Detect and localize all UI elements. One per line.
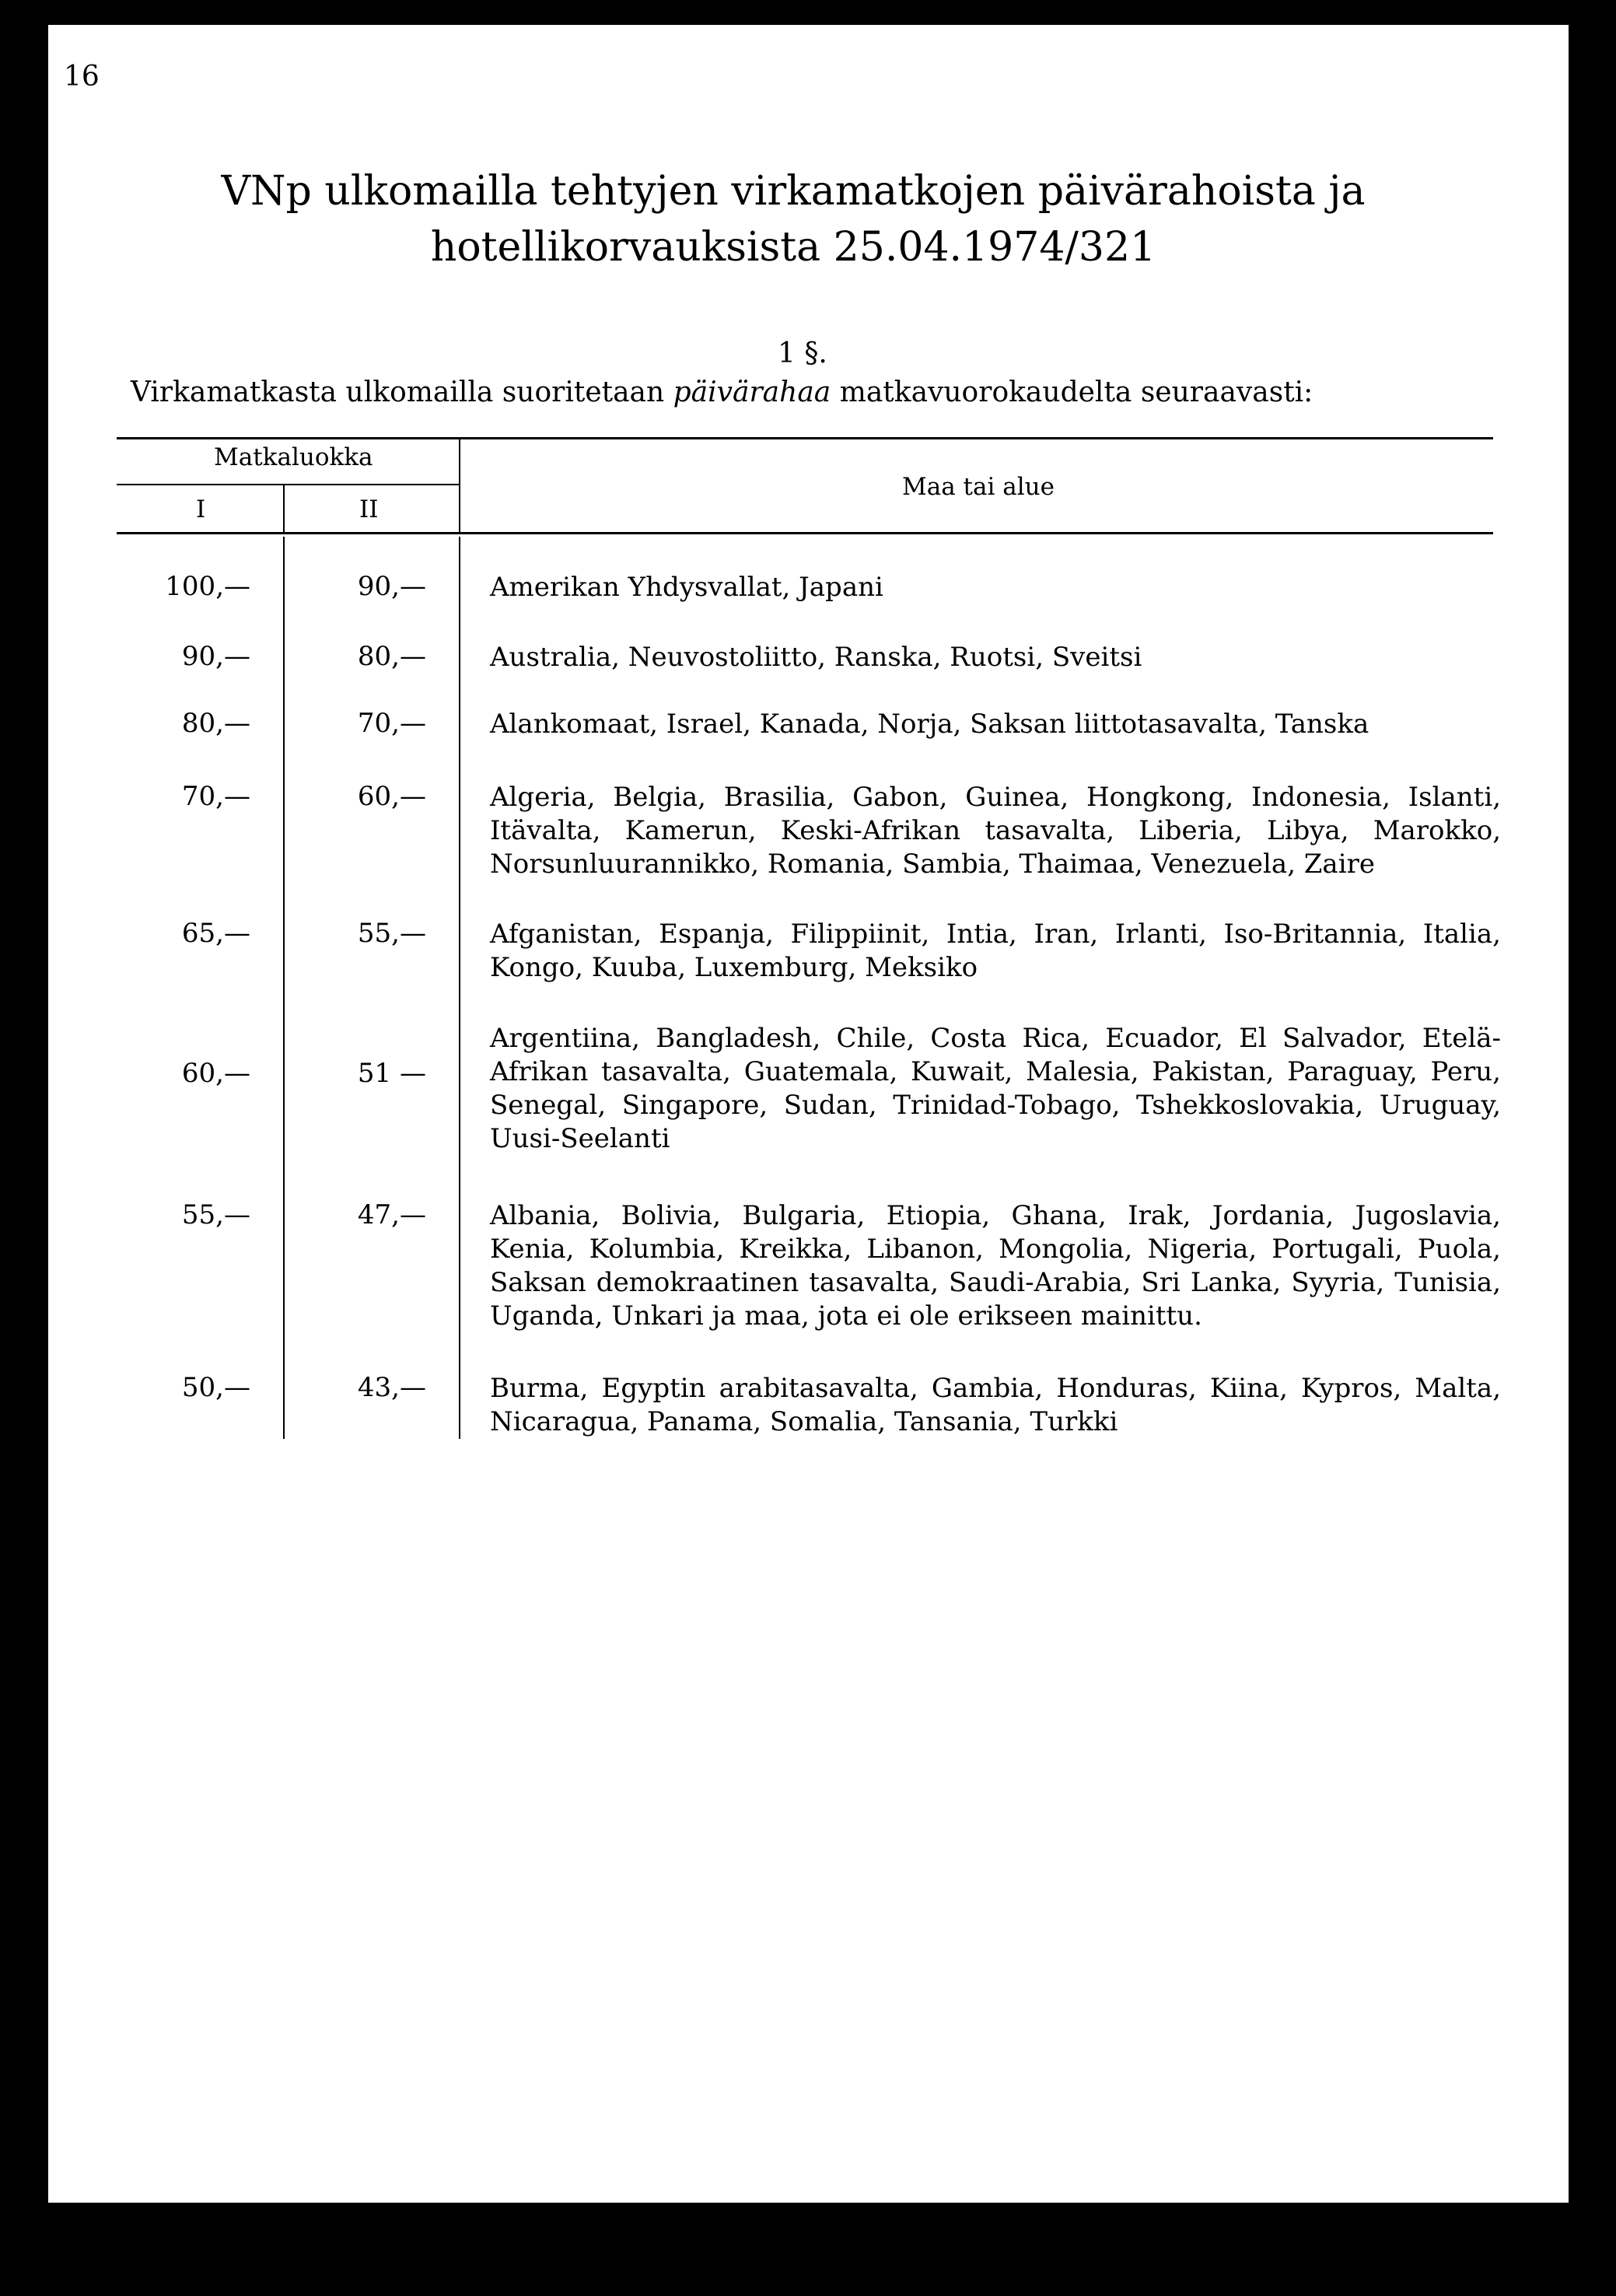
- row-8-class-i: 50,—: [181, 1372, 250, 1403]
- row-5-class-ii: 55,—: [357, 918, 426, 949]
- table-header-bottom-rule: [117, 532, 1493, 534]
- intro-text-after: matkavuorokaudelta seuraavasti:: [831, 376, 1313, 408]
- row-3-class-i: 80,—: [181, 708, 250, 739]
- row-8-class-ii: 43,—: [357, 1372, 426, 1403]
- column-divider-class-country: [459, 537, 460, 1439]
- header-group-rule: [117, 484, 459, 485]
- title-line-1: VNp ulkomailla tehtyjen virkamatkojen päivärahoista ja: [221, 168, 1366, 215]
- row-2-countries: Australia, Neuvostoliitto, Ranska, Ruotsi, Sveitsi: [490, 642, 1142, 673]
- row-3-class-ii: 70,—: [357, 708, 426, 739]
- intro-emphasis: päivärahaa: [673, 376, 831, 408]
- row-2-class-ii: 80,—: [357, 641, 426, 672]
- row-6-class-ii: 51 —: [357, 1058, 426, 1089]
- row-6-countries: Argentiina, Bangladesh, Chile, Costa Rica, Ecuador, El Salvador, Etelä-Afrikan tasavalta, Guatemala, Kuwait, Malesia, Pakistan, Paraguay, Peru, Senegal, Singapore, Sudan, Trinidad-Tobago, Tshekkoslovakia, Uruguay, Uusi-Seelanti: [490, 1023, 1501, 1154]
- row-1-countries: Amerikan Yhdysvallat, Japani: [490, 572, 883, 603]
- header-divider-class-country: [459, 439, 460, 532]
- header-divider-i-ii: [283, 485, 285, 532]
- row-1-class-ii: 90,—: [357, 571, 426, 602]
- page-number: 16: [64, 61, 100, 93]
- row-8-countries: Burma, Egyptin arabitasavalta, Gambia, Honduras, Kiina, Kypros, Malta, Nicaragua, Panama, Somalia, Tansania, Turkki: [490, 1373, 1501, 1437]
- row-1-class-i: 100,—: [165, 571, 250, 602]
- header-matkaluokka: Matkaluokka: [214, 443, 373, 471]
- intro-paragraph: [131, 376, 1313, 408]
- row-7-countries: Albania, Bolivia, Bulgaria, Etiopia, Ghana, Irak, Jordania, Jugoslavia, Kenia, Kolumbia, Kreikka, Libanon, Mongolia, Nigeria, Portugali, Puola, Saksan demokraatinen tasavalta, Saudi-Arabia, Sri Lanka, Syyria, Tunisia, Uganda, Unkari ja maa, jota ei ole erikseen mainittu.: [490, 1200, 1501, 1332]
- header-class-ii: II: [359, 495, 379, 523]
- row-4-class-i: 70,—: [181, 781, 250, 812]
- row-3-countries: Alankomaat, Israel, Kanada, Norja, Saksan liittotasavalta, Tanska: [490, 709, 1369, 740]
- row-7-class-i: 55,—: [181, 1199, 250, 1230]
- column-divider-i-ii: [283, 537, 285, 1439]
- row-5-countries: Afganistan, Espanja, Filippiinit, Intia, Iran, Irlanti, Iso-Britannia, Italia, Kongo, Kuuba, Luxemburg, Meksiko: [490, 919, 1501, 983]
- row-5-class-i: 65,—: [181, 918, 250, 949]
- intro-text-before: Virkamatkasta ulkomailla suoritetaan: [131, 376, 673, 408]
- header-country: Maa tai alue: [902, 473, 1055, 501]
- header-class-i: I: [196, 495, 206, 523]
- document-title: [171, 163, 1415, 275]
- title-line-2: hotellikorvauksista 25.04.1974/321: [430, 224, 1156, 271]
- table-top-rule: [117, 437, 1493, 439]
- row-4-class-ii: 60,—: [357, 781, 426, 812]
- row-6-class-i: 60,—: [181, 1058, 250, 1089]
- row-2-class-i: 90,—: [181, 641, 250, 672]
- row-4-countries: Algeria, Belgia, Brasilia, Gabon, Guinea, Hongkong, Indonesia, Islanti, Itävalta, Kamerun, Keski-Afrikan tasavalta, Liberia, Libya, Marokko, Norsunluurannikko, Romania, Sambia, Thaimaa, Venezuela, Zaire: [490, 782, 1501, 880]
- row-7-class-ii: 47,—: [357, 1199, 426, 1230]
- section-mark: 1 §.: [778, 338, 827, 369]
